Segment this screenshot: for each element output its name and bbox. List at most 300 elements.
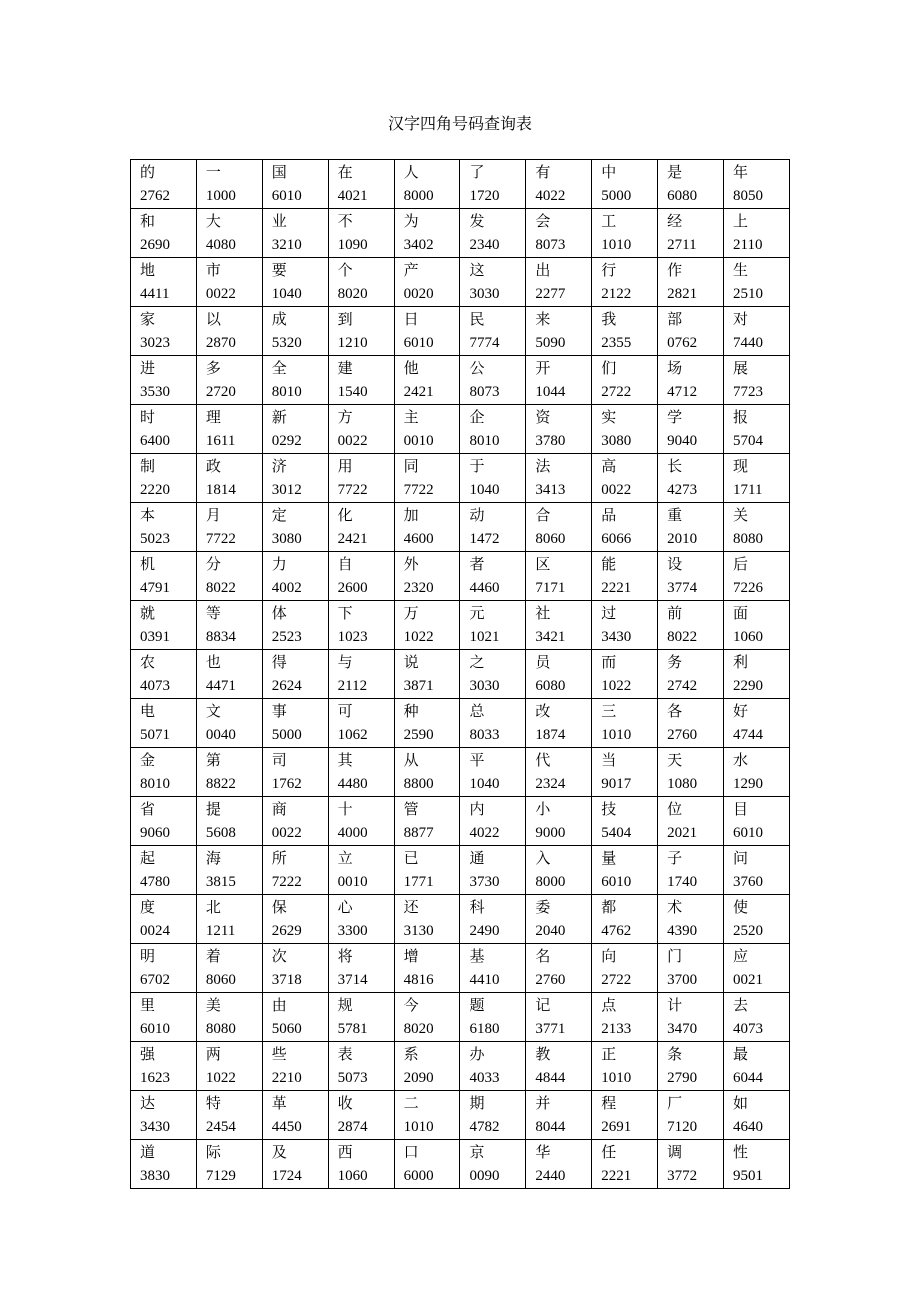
four-corner-code: 5090: [535, 335, 566, 351]
hanzi-character: 政: [205, 457, 221, 475]
four-corner-code: 2010: [667, 531, 698, 547]
table-cell: [460, 405, 526, 454]
table-cell: [460, 258, 526, 307]
four-corner-code: 2040: [535, 923, 566, 939]
four-corner-code: 6010: [140, 1021, 170, 1037]
table-cell: [262, 993, 328, 1042]
hanzi-character: 品: [601, 506, 617, 524]
hanzi-character: 成: [271, 310, 287, 328]
four-corner-code: 3780: [535, 433, 566, 449]
table-cell: [460, 209, 526, 258]
four-corner-code: 2762: [140, 188, 170, 204]
four-corner-code: 8050: [733, 188, 764, 204]
hanzi-character: 委: [535, 898, 551, 916]
four-corner-code: 1210: [337, 335, 368, 351]
hanzi-character: 经: [667, 212, 683, 230]
hanzi-character: 去: [733, 996, 749, 1014]
table-cell: [592, 209, 658, 258]
four-corner-code: 2133: [601, 1021, 632, 1037]
table-cell: [131, 944, 197, 993]
hanzi-character: 道: [140, 1143, 156, 1161]
table-cell: [658, 601, 724, 650]
hanzi-character: 改: [535, 702, 551, 720]
table-cell: [196, 601, 262, 650]
four-corner-code: 0020: [403, 286, 434, 302]
table-cell: [394, 503, 460, 552]
four-corner-code-table: [130, 159, 790, 1189]
four-corner-code: 7723: [733, 384, 764, 400]
four-corner-code: 1711: [733, 482, 763, 498]
four-corner-code: 7171: [535, 580, 566, 596]
hanzi-character: 三: [601, 702, 617, 720]
table-cell: [460, 895, 526, 944]
four-corner-code: 8000: [535, 874, 566, 890]
four-corner-code: 4273: [667, 482, 698, 498]
hanzi-character: 员: [535, 653, 551, 671]
table-cell: [526, 405, 592, 454]
hanzi-character: 术: [667, 898, 683, 916]
four-corner-code: 0040: [205, 727, 236, 743]
four-corner-code: 2510: [733, 286, 764, 302]
hanzi-character: 商: [271, 800, 287, 818]
four-corner-code: 3030: [469, 286, 500, 302]
hanzi-character: 保: [271, 898, 287, 916]
hanzi-character: 际: [205, 1143, 221, 1161]
four-corner-code: 1022: [601, 678, 632, 694]
hanzi-character: 行: [601, 261, 617, 279]
four-corner-code: 2440: [535, 1168, 566, 1184]
four-corner-code: 4022: [469, 825, 500, 841]
hanzi-character: 报: [733, 408, 749, 426]
table-cell: [328, 699, 394, 748]
four-corner-code: 7722: [337, 482, 368, 498]
four-corner-code: 3830: [140, 1168, 170, 1184]
table-cell: [526, 748, 592, 797]
four-corner-code: 3774: [667, 580, 698, 596]
table-cell: [592, 1140, 658, 1189]
four-corner-code: 3012: [271, 482, 302, 498]
four-corner-code: 3130: [403, 923, 434, 939]
four-corner-code: 4471: [205, 678, 236, 694]
table-cell: [131, 993, 197, 1042]
table-row: [131, 993, 790, 1042]
four-corner-code: 2691: [601, 1119, 632, 1135]
table-cell: [526, 160, 592, 209]
hanzi-character: 设: [667, 555, 683, 573]
hanzi-character: 高: [601, 457, 617, 475]
four-corner-code: 1762: [271, 776, 302, 792]
four-corner-code: 6702: [140, 972, 170, 988]
hanzi-character: 代: [535, 751, 551, 769]
hanzi-character: 海: [205, 849, 221, 867]
table-row: [131, 1091, 790, 1140]
table-row: [131, 1140, 790, 1189]
table-cell: [262, 258, 328, 307]
table-cell: [460, 160, 526, 209]
table-cell: [592, 650, 658, 699]
hanzi-character: 动: [469, 506, 485, 524]
hanzi-character: 明: [140, 947, 156, 965]
four-corner-code: 2340: [469, 237, 500, 253]
hanzi-character: 可: [337, 702, 353, 720]
four-corner-code: 1040: [469, 482, 500, 498]
four-corner-code: 3030: [469, 678, 500, 694]
hanzi-character: 基: [469, 947, 485, 965]
four-corner-code: 2711: [667, 237, 697, 253]
four-corner-code: 0010: [403, 433, 434, 449]
hanzi-character: 务: [667, 653, 683, 671]
table-row: [131, 503, 790, 552]
table-cell: [394, 944, 460, 993]
four-corner-code: 8080: [205, 1021, 236, 1037]
hanzi-character: 子: [667, 849, 683, 867]
hanzi-character: 社: [535, 604, 551, 622]
four-corner-code: 4480: [337, 776, 368, 792]
table-cell: [592, 846, 658, 895]
hanzi-character: 定: [271, 506, 287, 524]
table-cell: [658, 552, 724, 601]
table-cell: [724, 944, 790, 993]
table-cell: [460, 1140, 526, 1189]
table-cell: [394, 797, 460, 846]
table-cell: [262, 650, 328, 699]
table-cell: [131, 356, 197, 405]
hanzi-character: 文: [205, 702, 221, 720]
table-cell: [131, 454, 197, 503]
hanzi-character: 我: [601, 310, 617, 328]
table-cell: [328, 993, 394, 1042]
four-corner-code: 2722: [601, 384, 632, 400]
hanzi-character: 小: [535, 800, 551, 818]
table-cell: [196, 797, 262, 846]
hanzi-character: 量: [601, 849, 617, 867]
four-corner-code: 1040: [271, 286, 302, 302]
four-corner-code: 6010: [733, 825, 764, 841]
table-cell: [460, 307, 526, 356]
hanzi-character: 口: [403, 1143, 419, 1161]
table-cell: [262, 1042, 328, 1091]
table-cell: [196, 650, 262, 699]
hanzi-character: 其: [337, 751, 353, 769]
four-corner-code: 4021: [337, 188, 368, 204]
hanzi-character: 入: [535, 849, 551, 867]
table-cell: [658, 1042, 724, 1091]
table-cell: [658, 699, 724, 748]
table-cell: [328, 944, 394, 993]
table-cell: [460, 601, 526, 650]
four-corner-code: 3772: [667, 1168, 698, 1184]
four-corner-code: 4073: [733, 1021, 764, 1037]
table-cell: [724, 307, 790, 356]
hanzi-character: 作: [667, 261, 683, 279]
hanzi-character: 时: [140, 408, 156, 426]
table-row: [131, 601, 790, 650]
four-corner-code: 9040: [667, 433, 698, 449]
hanzi-character: 天: [667, 751, 683, 769]
four-corner-code: 4640: [733, 1119, 764, 1135]
hanzi-character: 记: [535, 996, 551, 1014]
table-cell: [394, 650, 460, 699]
table-cell: [328, 405, 394, 454]
four-corner-code: 4002: [271, 580, 302, 596]
table-cell: [328, 1042, 394, 1091]
hanzi-character: 条: [667, 1045, 683, 1063]
table-cell: [196, 160, 262, 209]
hanzi-character: 发: [469, 212, 485, 230]
hanzi-character: 各: [667, 702, 683, 720]
four-corner-code: 6180: [469, 1021, 500, 1037]
table-cell: [262, 895, 328, 944]
table-cell: [526, 454, 592, 503]
four-corner-code: 2210: [271, 1070, 302, 1086]
hanzi-character: 办: [469, 1045, 485, 1063]
table-cell: [394, 993, 460, 1042]
four-corner-code: 4844: [535, 1070, 566, 1086]
hanzi-character: 最: [733, 1045, 749, 1063]
hanzi-character: 展: [733, 359, 749, 377]
four-corner-code: 1623: [140, 1070, 170, 1086]
hanzi-character: 立: [337, 849, 353, 867]
hanzi-character: 达: [140, 1094, 156, 1112]
table-cell: [592, 1091, 658, 1140]
table-cell: [196, 503, 262, 552]
table-cell: [658, 405, 724, 454]
four-corner-code: 5781: [337, 1021, 368, 1037]
four-corner-code: 8000: [403, 188, 434, 204]
table-cell: [328, 1091, 394, 1140]
four-corner-code: 3080: [271, 531, 302, 547]
four-corner-code: 5608: [205, 825, 236, 841]
four-corner-code: 8834: [205, 629, 236, 645]
table-cell: [526, 699, 592, 748]
table-row: [131, 846, 790, 895]
hanzi-character: 点: [601, 996, 617, 1014]
hanzi-character: 一: [205, 163, 221, 181]
four-corner-code: 1771: [403, 874, 434, 890]
four-corner-code: 9000: [535, 825, 566, 841]
table-cell: [328, 454, 394, 503]
table-cell: [328, 258, 394, 307]
table-cell: [724, 503, 790, 552]
hanzi-character: 司: [271, 751, 287, 769]
table-cell: [592, 307, 658, 356]
four-corner-code: 7440: [733, 335, 764, 351]
hanzi-character: 名: [535, 947, 551, 965]
hanzi-character: 年: [733, 163, 749, 181]
four-corner-code: 4780: [140, 874, 170, 890]
four-corner-code: 5071: [140, 727, 170, 743]
hanzi-character: 到: [337, 310, 353, 328]
four-corner-code: 1010: [403, 1119, 434, 1135]
four-corner-code: 1472: [469, 531, 500, 547]
hanzi-character: 性: [733, 1143, 749, 1161]
hanzi-character: 程: [601, 1094, 617, 1112]
table-cell: [526, 895, 592, 944]
table-cell: [592, 356, 658, 405]
table-cell: [526, 1091, 592, 1140]
four-corner-code: 2760: [535, 972, 566, 988]
hanzi-character: 化: [337, 506, 353, 524]
hanzi-character: 位: [667, 800, 683, 818]
table-cell: [262, 454, 328, 503]
hanzi-character: 使: [733, 898, 749, 916]
hanzi-character: 管: [403, 800, 419, 818]
four-corner-code: 3871: [403, 678, 434, 694]
table-cell: [658, 307, 724, 356]
hanzi-character: 多: [205, 359, 221, 377]
hanzi-character: 加: [403, 506, 419, 524]
hanzi-character: 些: [271, 1045, 287, 1063]
four-corner-code: 3714: [337, 972, 368, 988]
four-corner-code: 4600: [403, 531, 434, 547]
four-corner-code: 2520: [733, 923, 764, 939]
table-cell: [394, 307, 460, 356]
table-cell: [196, 699, 262, 748]
four-corner-code: 3413: [535, 482, 566, 498]
hanzi-character: 提: [205, 800, 221, 818]
four-corner-code: 7722: [403, 482, 434, 498]
table-cell: [131, 1140, 197, 1189]
four-corner-code: 8020: [337, 286, 368, 302]
hanzi-character: 重: [667, 506, 683, 524]
table-cell: [526, 1042, 592, 1091]
four-corner-code: 2874: [337, 1119, 368, 1135]
four-corner-code: 3530: [140, 384, 170, 400]
four-corner-code: 5000: [601, 188, 632, 204]
hanzi-character: 自: [337, 555, 353, 573]
table-cell: [658, 503, 724, 552]
hanzi-character: 学: [667, 408, 683, 426]
table-cell: [658, 209, 724, 258]
table-cell: [724, 258, 790, 307]
hanzi-character: 他: [403, 359, 419, 377]
four-corner-code: 8022: [205, 580, 236, 596]
four-corner-code: 0090: [469, 1168, 500, 1184]
four-corner-code: 8800: [403, 776, 434, 792]
hanzi-character: 美: [205, 996, 221, 1014]
table-cell: [724, 846, 790, 895]
hanzi-character: 建: [337, 359, 353, 377]
hanzi-character: 科: [469, 898, 485, 916]
hanzi-character: 二: [403, 1094, 419, 1112]
four-corner-code: 1062: [337, 727, 368, 743]
hanzi-character: 计: [667, 996, 683, 1014]
table-cell: [262, 1140, 328, 1189]
four-corner-code: 1874: [535, 727, 566, 743]
hanzi-character: 中: [601, 163, 617, 181]
hanzi-character: 水: [733, 751, 749, 769]
four-corner-code: 2421: [403, 384, 434, 400]
hanzi-character: 月: [205, 506, 221, 524]
hanzi-character: 工: [601, 212, 617, 230]
four-corner-code: 0022: [271, 825, 302, 841]
table-cell: [658, 356, 724, 405]
hanzi-character: 现: [733, 457, 749, 475]
hanzi-character: 国: [271, 163, 287, 181]
four-corner-code: 4022: [535, 188, 566, 204]
four-corner-code: 2624: [271, 678, 302, 694]
table-cell: [262, 356, 328, 405]
hanzi-character: 京: [469, 1143, 485, 1161]
hanzi-character: 上: [733, 212, 749, 230]
four-corner-code: 1022: [205, 1070, 236, 1086]
hanzi-character: 及: [271, 1143, 287, 1161]
hanzi-character: 市: [205, 261, 221, 279]
hanzi-character: 内: [469, 800, 485, 818]
table-cell: [526, 258, 592, 307]
four-corner-code: 6044: [733, 1070, 764, 1086]
hanzi-character: 家: [140, 310, 156, 328]
hanzi-character: 而: [601, 653, 617, 671]
hanzi-character: 度: [140, 898, 156, 916]
four-corner-code: 2122: [601, 286, 632, 302]
table-cell: [131, 209, 197, 258]
four-corner-code: 7774: [469, 335, 500, 351]
four-corner-code: 3402: [403, 237, 434, 253]
table-cell: [460, 1091, 526, 1140]
table-row: [131, 895, 790, 944]
table-cell: [394, 258, 460, 307]
table-cell: [131, 258, 197, 307]
table-cell: [526, 601, 592, 650]
four-corner-code: 2324: [535, 776, 566, 792]
table-cell: [724, 1042, 790, 1091]
table-row: [131, 356, 790, 405]
four-corner-code: 4080: [205, 237, 236, 253]
hanzi-character: 后: [733, 555, 749, 573]
hanzi-character: 人: [403, 163, 419, 181]
hanzi-character: 题: [469, 996, 485, 1014]
four-corner-code: 0292: [271, 433, 302, 449]
table-cell: [262, 846, 328, 895]
hanzi-character: 收: [337, 1094, 353, 1112]
hanzi-character: 者: [469, 555, 485, 573]
hanzi-character: 第: [205, 751, 221, 769]
four-corner-code: 2629: [271, 923, 302, 939]
four-corner-code: 5404: [601, 825, 632, 841]
hanzi-character: 总: [469, 702, 485, 720]
hanzi-character: 长: [667, 457, 683, 475]
table-cell: [592, 1042, 658, 1091]
hanzi-character: 还: [403, 898, 419, 916]
four-corner-code: 2355: [601, 335, 632, 351]
hanzi-character: 和: [140, 212, 156, 230]
table-row: [131, 748, 790, 797]
hanzi-character: 的: [140, 163, 156, 181]
four-corner-code: 1040: [469, 776, 500, 792]
hanzi-character: 调: [667, 1143, 683, 1161]
table-cell: [262, 748, 328, 797]
four-corner-code: 2821: [667, 286, 698, 302]
table-cell: [658, 993, 724, 1042]
table-cell: [394, 1042, 460, 1091]
four-corner-code: 1720: [469, 188, 500, 204]
hanzi-character: 期: [469, 1094, 485, 1112]
four-corner-code: 4816: [403, 972, 434, 988]
table-cell: [724, 160, 790, 209]
four-corner-code: 1022: [403, 629, 434, 645]
four-corner-code: 4000: [337, 825, 368, 841]
four-corner-code: 8010: [140, 776, 170, 792]
four-corner-code: 1021: [469, 629, 500, 645]
four-corner-code: 8010: [271, 384, 302, 400]
table-cell: [262, 307, 328, 356]
hanzi-character: 理: [205, 408, 221, 426]
four-corner-code: 3700: [667, 972, 698, 988]
hanzi-character: 会: [535, 212, 551, 230]
four-corner-code: 2490: [469, 923, 500, 939]
table-row: [131, 405, 790, 454]
